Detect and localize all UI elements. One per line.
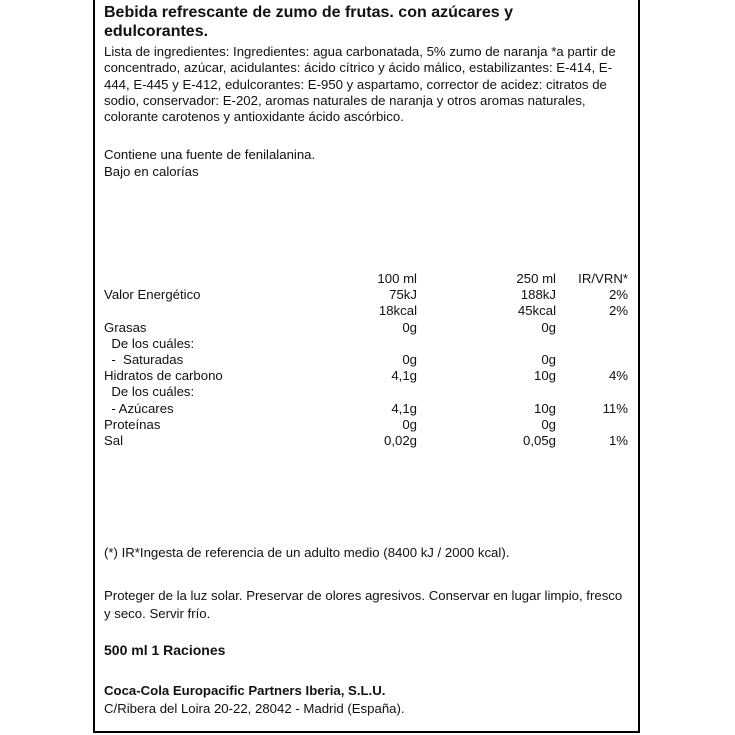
company-name: Coca-Cola Europacific Partners Iberia, S.L.U. <box>104 683 386 698</box>
row-label: Valor Energético <box>104 287 201 303</box>
product-title: Bebida refrescante de zumo de frutas. con azúcares y edulcorantes. <box>104 4 514 40</box>
row-label: De los cuáles: <box>104 335 195 351</box>
row-per-100: 4,1g <box>391 368 417 384</box>
company-address: C/Ribera del Loira 20-22, 28042 - Madrid (España). <box>104 701 405 716</box>
row-per-100: 75kJ <box>389 287 417 303</box>
contains-notice: Contiene una fuente de fenilalanina. <box>104 147 316 162</box>
row-label: Grasas <box>104 319 147 335</box>
nutrition-table <box>104 271 628 449</box>
nutrition-row <box>104 320 628 336</box>
nutrition-row <box>104 401 628 417</box>
row-per-250: 0g <box>541 351 556 367</box>
nutrition-header-row <box>104 271 628 287</box>
nutrition-row <box>104 336 628 352</box>
row-per-250: 10g <box>533 400 556 416</box>
row-per-250: 0g <box>541 319 556 335</box>
row-ir: 11% <box>602 400 628 416</box>
row-ir: 1% <box>608 432 628 448</box>
row-ir: 4% <box>608 368 628 384</box>
nutrition-row <box>104 287 628 303</box>
row-per-250: 0,05g <box>522 432 556 448</box>
row-per-100: 0g <box>402 351 417 367</box>
ingredients-text: Lista de ingredientes: Ingredientes: agua carbonatada, 5% zumo de naranja *a partir de concentrado, azúcar, acidulantes: ácido cítrico y ácido málico, estabilizantes: E-414, E-444, E-445 y E-412, edulcorantes: E-950 y aspartamo, corrector de acidez: citratos de sodio, conservador: E-202, aromas naturales de naranja y otros aromas naturales, colorante carotenos y antioxidante ácido ascórbico. <box>104 44 616 125</box>
row-per-100: 18kcal <box>378 303 417 319</box>
storage-instructions: Proteger de la luz solar. Preservar de olores agresivos. Conservar en lugar limpio, fresco y seco. Servir frío. <box>104 588 623 621</box>
nutrition-row <box>104 352 628 368</box>
row-per-250: 45kcal <box>517 303 556 319</box>
nutrition-row <box>104 368 628 384</box>
row-label: Proteínas <box>104 416 161 432</box>
nutrition-row <box>104 303 628 319</box>
nutrition-row <box>104 417 628 433</box>
row-per-100: 4,1g <box>391 400 417 416</box>
row-label: - Saturadas <box>104 351 184 367</box>
row-per-250: 0g <box>541 416 556 432</box>
row-ir: 2% <box>608 287 628 303</box>
row-per-250: 188kJ <box>520 287 556 303</box>
row-label: Hidratos de carbono <box>104 368 223 384</box>
row-per-100: 0g <box>402 416 417 432</box>
row-label: Sal <box>104 432 124 448</box>
ir-footnote: (*) IR*Ingesta de referencia de un adulto medio (8400 kJ / 2000 kcal). <box>104 545 510 560</box>
row-label: De los cuáles: <box>104 384 195 400</box>
quantity-servings: 500 ml 1 Raciones <box>104 642 226 658</box>
header-ir: IR/VRN* <box>578 271 628 286</box>
row-per-100: 0,02g <box>383 432 417 448</box>
row-per-250: 10g <box>533 368 556 384</box>
header-per-250: 250 ml <box>516 271 556 286</box>
nutrition-row <box>104 433 628 449</box>
low-calorie-notice: Bajo en calorías <box>104 164 199 179</box>
row-ir: 2% <box>608 303 628 319</box>
nutrition-row <box>104 384 628 400</box>
header-per-100: 100 ml <box>377 271 417 286</box>
row-label: - Azúcares <box>104 400 174 416</box>
row-per-100: 0g <box>402 319 417 335</box>
